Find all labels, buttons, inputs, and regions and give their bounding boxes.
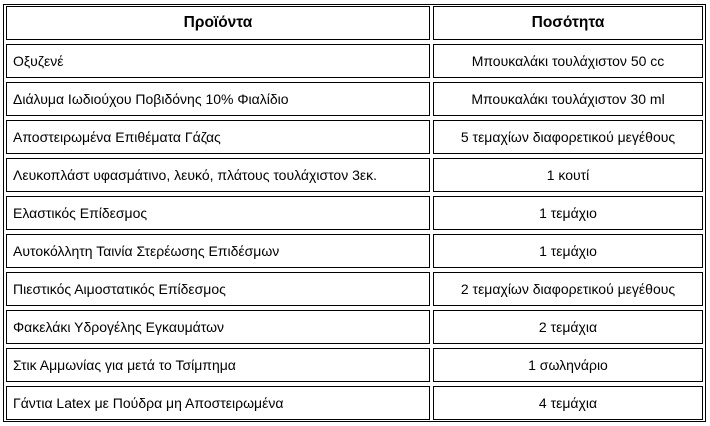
- product-cell: Διάλυμα Ιωδιούχου Ποβιδόνης 10% Φιαλίδιο: [6, 82, 430, 116]
- product-cell: Γάντια Latex με Πούδρα μη Αποστειρωμένα: [6, 386, 430, 420]
- table-row: [6, 120, 703, 154]
- quantity-cell: 1 κουτί: [433, 158, 703, 192]
- product-cell: Οξυζενέ: [6, 44, 430, 78]
- table-row: [6, 234, 703, 268]
- quantity-cell: Μπουκαλάκι τουλάχιστον 30 ml: [433, 82, 703, 116]
- table-header-row: [6, 6, 703, 40]
- quantity-cell: Μπουκαλάκι τουλάχιστον 50 cc: [433, 44, 703, 78]
- table-row: [6, 272, 703, 306]
- table-row: [6, 196, 703, 230]
- table-row: [6, 158, 703, 192]
- product-cell: Φακελάκι Υδρογέλης Εγκαυμάτων: [6, 310, 430, 344]
- table-row: [6, 348, 703, 382]
- product-cell: Αποστειρωμένα Επιθέματα Γάζας: [6, 120, 430, 154]
- quantity-cell: 2 τεμάχια: [433, 310, 703, 344]
- quantity-cell: 2 τεμαχίων διαφορετικού μεγέθους: [433, 272, 703, 306]
- table-row: [6, 44, 703, 78]
- table-row: [6, 82, 703, 116]
- quantity-cell: 5 τεμαχίων διαφορετικού μεγέθους: [433, 120, 703, 154]
- product-cell: Αυτοκόλλητη Ταινία Στερέωσης Επιδέσμων: [6, 234, 430, 268]
- quantity-cell: 1 τεμάχιο: [433, 196, 703, 230]
- product-cell: Ελαστικός Επίδεσμος: [6, 196, 430, 230]
- quantity-cell: 1 τεμάχιο: [433, 234, 703, 268]
- quantity-cell: 1 σωληνάριο: [433, 348, 703, 382]
- table-row: [6, 310, 703, 344]
- quantity-cell: 4 τεμάχια: [433, 386, 703, 420]
- product-cell: Λευκοπλάστ υφασμάτινο, λευκό, πλάτους τουλάχιστον 3εκ.: [6, 158, 430, 192]
- product-cell: Πιεστικός Αιμοστατικός Επίδεσμος: [6, 272, 430, 306]
- header-products: Προϊόντα: [6, 6, 430, 40]
- table-row: [6, 386, 703, 420]
- header-quantity: Ποσότητα: [433, 6, 703, 40]
- product-cell: Στικ Αμμωνίας για μετά το Τσίμπημα: [6, 348, 430, 382]
